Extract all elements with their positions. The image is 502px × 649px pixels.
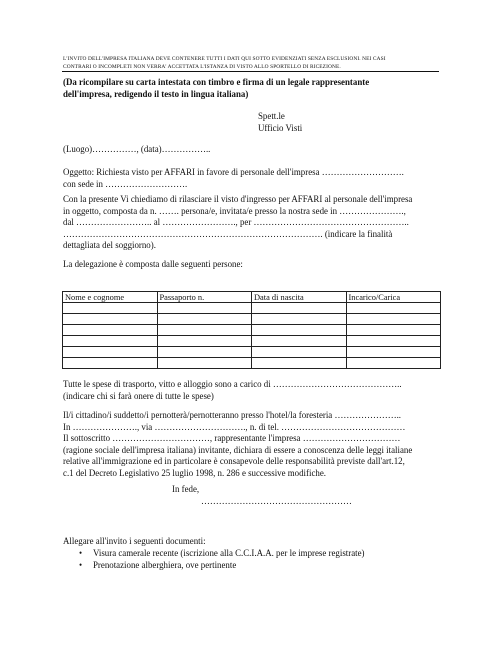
- table-cell[interactable]: [346, 314, 441, 325]
- lodging-line: In …………………., via …………………………., n. di tel. ……………………………………: [63, 421, 406, 432]
- header-note-line: L'INVITO DELL'IMPRESA ITALIANA DEVE CONTENERE TUTTI I DATI QUI SOTTO EVIDENZIATI SENZA ESCLUSIONI. NEI CASI: [63, 56, 386, 62]
- recipient-line: Spett.le: [258, 111, 285, 121]
- subject: [63, 167, 443, 190]
- place-date: (Luogo)……………, (data)……………..: [63, 144, 211, 154]
- body-line: in oggetto, composta da n. ……. persona/e, invitata/e presso la nostra sede in ………………….,: [63, 205, 406, 216]
- table-cell[interactable]: [63, 336, 158, 347]
- recipient-line: Ufficio Visti: [258, 122, 303, 133]
- lodging-line: Il sottoscritto ……………………………, rappresentante l'impresa ……………………………: [63, 433, 401, 444]
- header-note-line: CONTRARI O INCOMPLETI NON VERRA' ACCETTATA L'ISTANZA DI VISTO ALLO SPORTELLO DI RICEZIONE.: [63, 63, 341, 70]
- table-cell[interactable]: [63, 314, 158, 325]
- table-cell[interactable]: [346, 336, 441, 347]
- table-row: [63, 314, 441, 325]
- table-cell[interactable]: [157, 325, 252, 336]
- attachments-list: [63, 548, 365, 571]
- expenses-line: Tutte le spese di trasporto, vitto e alloggio sono a carico di ……………………………………..: [63, 379, 402, 389]
- instructions-line: dell'impresa, redigendo il testo in lingua italiana): [63, 88, 249, 99]
- header-divider: [62, 71, 439, 72]
- table-cell[interactable]: [63, 325, 158, 336]
- table-cell[interactable]: [346, 347, 441, 358]
- delegation-table: [62, 291, 441, 369]
- bullet-icon: •: [79, 559, 83, 570]
- table-cell[interactable]: [157, 314, 252, 325]
- table-cell[interactable]: [252, 314, 347, 325]
- lodging-declaration: [63, 410, 443, 480]
- lodging-line: (ragione sociale dell'impresa italiana) invitante, dichiara di essere a conoscenza delle leggi italiane: [63, 444, 413, 455]
- table-cell[interactable]: [157, 303, 252, 314]
- table-row: [63, 347, 441, 358]
- column-header-name: Nome e cognome: [63, 292, 158, 303]
- table-cell[interactable]: [252, 336, 347, 347]
- table-cell[interactable]: [157, 347, 252, 358]
- body-line: Con la presente Vi chiediamo di rilasciare il visto d'ingresso per AFFARI al personale dell'impresa: [63, 194, 413, 204]
- list-item-text: Visura camerale recente (iscrizione alla C.C.I.A.A. per le imprese registrate): [93, 548, 365, 558]
- list-item: [63, 548, 365, 560]
- table-cell[interactable]: [252, 325, 347, 336]
- expenses-line: (indicare chi si farà onere di tutte le spese): [63, 390, 214, 401]
- body-paragraph: [63, 194, 443, 252]
- table-header-row: [63, 292, 441, 303]
- table-cell[interactable]: [252, 303, 347, 314]
- table-row: [63, 336, 441, 347]
- column-header-passport: Passaporto n.: [157, 292, 252, 303]
- table-cell[interactable]: [63, 347, 158, 358]
- recipient-address: [258, 111, 302, 134]
- subject-line: Oggetto: Richiesta visto per AFFARI in favore di personale dell'impresa ……………………….: [63, 167, 404, 177]
- signature-line[interactable]: ……………………………………………: [201, 496, 352, 506]
- delegation-intro: La delegazione è composta dalle seguenti persone:: [63, 259, 243, 269]
- table-row: [63, 303, 441, 314]
- header-note: [63, 56, 438, 71]
- column-header-birthdate: Data di nascita: [252, 292, 347, 303]
- table-cell[interactable]: [63, 303, 158, 314]
- lodging-line: relative all'immigrazione ed in particolare è consapevole delle responsabilità previste dall'art.12,: [63, 456, 405, 467]
- column-header-role: Incarico/Carica: [346, 292, 441, 303]
- attachments-intro: Allegare all'invito i seguenti documenti:: [63, 536, 206, 546]
- list-item-text: Prenotazione alberghiera, ove pertinente: [93, 559, 237, 570]
- body-line: ……………………………………………………………………………. (indicare la finalità: [63, 228, 393, 239]
- body-line: dal …………………….. al ……………………., per ……………………………………………..: [63, 217, 409, 228]
- table-cell[interactable]: [346, 303, 441, 314]
- table-cell[interactable]: [346, 358, 441, 369]
- table-cell[interactable]: [252, 358, 347, 369]
- subject-line: con sede in ……………………….: [63, 178, 188, 189]
- list-item: [63, 560, 365, 572]
- signature-label: In fede,: [172, 484, 200, 494]
- table-cell[interactable]: [157, 358, 252, 369]
- table-row: [63, 358, 441, 369]
- body-line: dettagliata del soggiorno).: [63, 240, 156, 251]
- lodging-line: c.1 del Decreto Legislativo 25 luglio 1998, n. 286 e successive modifiche.: [63, 467, 326, 478]
- table-cell[interactable]: [157, 336, 252, 347]
- table-row: [63, 325, 441, 336]
- lodging-line: Il/i cittadino/i suddetto/i pernotterà/pernotteranno presso l'hotel/la foresteria …………………..: [63, 410, 402, 420]
- instructions-line: (Da ricompilare su carta intestata con timbro e firma di un legale rappresentante: [63, 77, 370, 87]
- table-cell[interactable]: [346, 325, 441, 336]
- bullet-icon: •: [79, 548, 83, 558]
- instructions: [63, 77, 443, 100]
- expenses: [63, 379, 443, 402]
- table-cell[interactable]: [63, 358, 158, 369]
- table-cell[interactable]: [252, 347, 347, 358]
